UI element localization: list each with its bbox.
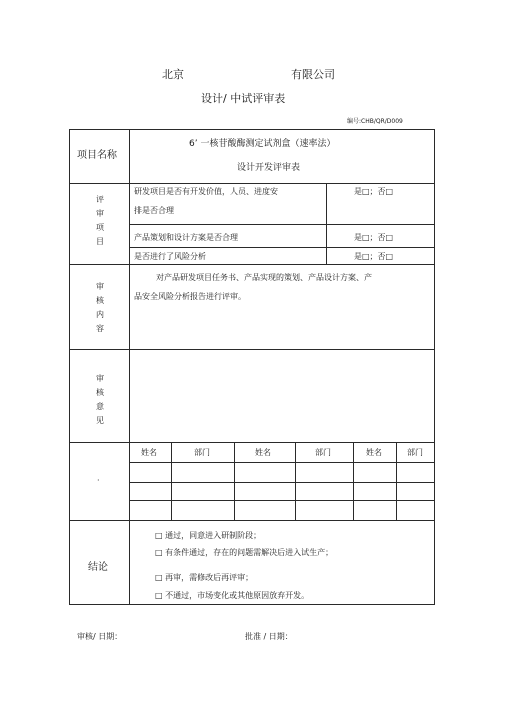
company-name-right: 有限公司: [291, 68, 335, 81]
sign-grid-line-3: [129, 500, 435, 501]
review-choice-divider: [326, 183, 327, 264]
sign-grid-col-3: [295, 442, 296, 520]
project-subtitle: 设计开发评审表: [237, 163, 301, 173]
document-number: 编号:CHB/QR/D009: [347, 118, 403, 125]
conclusion-option-rereview[interactable]: □ 再审，需修改后再评审；: [155, 573, 254, 582]
conclusion-option-reject[interactable]: □ 不通过，市场变化或其他原因放弃开发。: [155, 591, 310, 600]
sign-header-dept-3: 部门: [407, 448, 423, 457]
review-item-2-choice[interactable]: 是□；否□: [354, 233, 394, 242]
table-border-right: [434, 129, 435, 605]
review-form-table: [69, 129, 435, 605]
conclusion-option-pass[interactable]: □ 通过，同意进入研制阶段；: [155, 531, 262, 540]
sign-grid-line-1: [129, 462, 435, 463]
table-border-bottom: [69, 604, 435, 605]
sign-grid-col-5: [396, 442, 397, 520]
sign-header-name-3: 姓名: [366, 448, 382, 457]
review-item-divider-1: [129, 224, 435, 225]
row-divider-review: [69, 264, 435, 265]
review-item-1-choice[interactable]: 是□；否□: [354, 187, 394, 196]
review-item-2-text: 产品策划和设计方案是否合理: [134, 233, 238, 242]
conclusion-label: 结论: [88, 562, 108, 573]
review-item-divider-2: [129, 247, 435, 248]
sign-grid-line-2: [129, 482, 435, 483]
review-content-line1: 对产品研发项目任务书、产品实现的策划、产品设计方案、产: [156, 273, 372, 282]
audit-date-label: 审核/ 日期：: [77, 632, 123, 641]
review-items-label: 评审项目: [96, 195, 104, 246]
review-opinion-label: 审核意见: [96, 374, 104, 425]
review-content-label: 审核内容: [96, 282, 104, 333]
review-item-3-choice[interactable]: 是□；否□: [354, 252, 394, 261]
sign-header-name-2: 姓名: [255, 448, 271, 457]
signature-label: ·: [97, 476, 100, 485]
document-title: 设计/ 中试评审表: [201, 92, 286, 105]
table-border-left: [69, 129, 70, 605]
sign-grid-col-2: [234, 442, 235, 520]
sign-grid-col-4: [353, 442, 354, 520]
company-name-left: 北京: [162, 68, 184, 81]
review-item-1-line1: 研发项目是否有开发价值，人员、进度安: [134, 187, 278, 196]
row-divider-content: [69, 349, 435, 350]
project-name-value: 6’ 一核苷酸酶测定试剂盒（速率法）: [189, 139, 336, 149]
sign-header-dept-2: 部门: [315, 448, 331, 457]
row-divider-project: [69, 183, 435, 184]
review-item-1-line2: 排是否合理: [134, 206, 174, 215]
row-divider-sign: [69, 520, 435, 521]
review-item-3-text: 是否进行了风险分析: [134, 252, 206, 261]
review-content-line2: 品安全风险分析报告进行评审。: [134, 292, 246, 301]
sign-header-dept-1: 部门: [194, 448, 210, 457]
sign-grid-col-1: [171, 442, 172, 520]
conclusion-option-conditional[interactable]: □ 有条件通过，存在的问题需解决后进入试生产；: [155, 548, 334, 557]
label-column-divider: [129, 129, 130, 605]
row-divider-opinion: [69, 442, 435, 443]
sign-header-name-1: 姓名: [141, 448, 157, 457]
approve-date-label: 批准 / 日期：: [245, 632, 293, 641]
project-name-label: 项目名称: [77, 150, 117, 161]
table-border-top: [69, 129, 435, 130]
